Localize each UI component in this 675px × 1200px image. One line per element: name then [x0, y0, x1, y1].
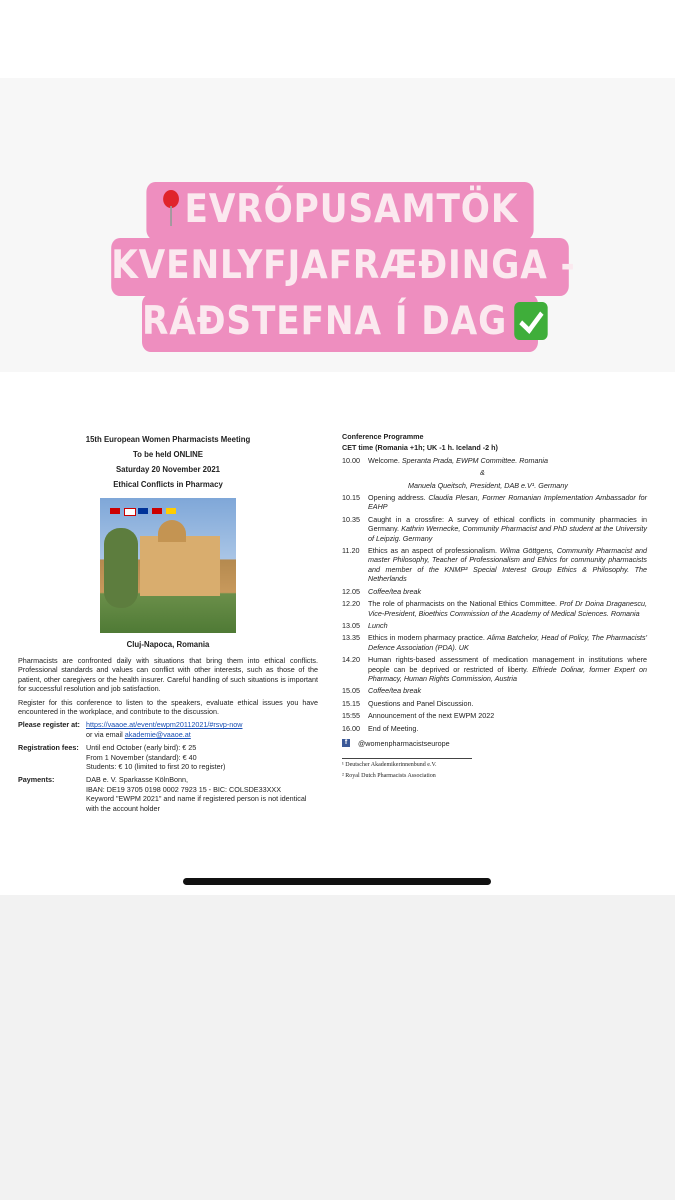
- programme-time: 11.20: [342, 546, 360, 556]
- check-mark-icon: [514, 302, 547, 340]
- programme-speaker: Prof Dr Doina Draganescu, Vice-President, Bioethics Commission of the Academy of Medical Sciences. Romania: [368, 599, 648, 618]
- scroll-indicator[interactable]: [183, 878, 491, 885]
- programme-title: Ethics in modern pharmacy practice.: [368, 633, 485, 643]
- programme-title: Welcome.: [368, 455, 400, 465]
- programme-body: [368, 515, 647, 543]
- programme-time: 12.05: [342, 586, 360, 596]
- payments-row: [18, 775, 318, 813]
- meeting-title: 15th European Women Pharmacists Meeting: [85, 435, 251, 444]
- programme-time: 15:55: [342, 711, 360, 721]
- programme-title: Human rights-based assessment of medication management in institutions where people can be deprived or restricted of liberty.: [368, 655, 647, 674]
- programme-time: 10.35: [342, 514, 360, 524]
- programme-body: [368, 546, 647, 584]
- top-background: [0, 0, 675, 78]
- programme-title: The role of pharmacists on the National Ethics Committee.: [368, 599, 558, 609]
- programme-body: [368, 587, 421, 596]
- register-row: Please register at: https://vaaoe.at/event/ewpm20112021/#rsvp-now or via email akademie@vaaoe.at: [18, 720, 243, 739]
- programme-speaker: Elfriede Dolinar, former Expert on Pharmacy, Human Rights Commission, Austria: [368, 664, 648, 683]
- facebook-icon: f: [342, 739, 350, 747]
- programme-item: [342, 633, 647, 652]
- meeting-date: Saturday 20 November 2021: [115, 465, 220, 474]
- programme-item: [342, 515, 647, 543]
- programme-title: Questions and Panel Discussion.: [368, 698, 474, 708]
- programme-item: [342, 699, 647, 708]
- footnote-2: ² Royal Dutch Pharmacists Association: [342, 773, 436, 780]
- programme-item: [342, 724, 647, 733]
- programme-body: [368, 468, 485, 477]
- programme-item: [342, 456, 647, 465]
- payment-keyword: Keyword "EWPM 2021" and name if registered person is not identical with the account holder: [86, 794, 307, 813]
- fee-early-bird: Until end October (early bird): € 25: [86, 743, 197, 753]
- payment-bank: DAB e. V. Sparkasse KölnBonn,: [86, 775, 189, 785]
- banner-line-3: RÁÐSTEFNA Í DAG: [142, 294, 538, 352]
- programme-item: [342, 686, 647, 695]
- online-notice: To be held ONLINE: [132, 450, 204, 459]
- programme-time: [342, 481, 368, 490]
- programme-time: 15.15: [342, 698, 360, 708]
- programme-body: [368, 655, 647, 683]
- intro-paragraph: Pharmacists are confronted daily with situations that bring them into ethical conflicts. Professional standards and values can conflict with other interests, such as those of the patient, other caregivers or the health insurer. Careful handling of such situations is important for successful resolution and job satisfaction.: [18, 656, 318, 694]
- banner-line-2: KVENLYFJAFRÆÐINGA -: [111, 238, 569, 296]
- footnote-1: ¹ Deutscher Akademikerinnenbund e.V.: [342, 762, 437, 769]
- programme-title: End of Meeting.: [368, 723, 419, 733]
- programme-speaker: Claudia Plesan, Former Romanian Implementation Ambassador for EAHP: [368, 493, 647, 512]
- round-pushpin-icon: [162, 188, 181, 228]
- programme-body: [368, 493, 647, 512]
- programme-heading: Conference Programme: [342, 432, 424, 441]
- meeting-topic: Ethical Conflicts in Pharmacy: [113, 480, 223, 489]
- register-label: Please register at:: [18, 720, 80, 730]
- programme-item: [342, 493, 647, 512]
- programme-item: [342, 468, 647, 477]
- programme-item: [342, 599, 647, 618]
- programme-speaker: Alima Batchelor, Head of Policy, The Pharmacists' Defence Association (PDA). UK: [368, 633, 647, 652]
- programme-title: Announcement of the next EWPM 2022: [368, 711, 495, 721]
- programme-time: 13.05: [342, 620, 360, 630]
- fees-label: Registration fees:: [18, 743, 79, 753]
- bottom-background: [0, 895, 675, 1200]
- programme-speaker: Coffee/tea break: [368, 686, 422, 696]
- programme-time: 13.35: [342, 633, 360, 643]
- programme-item: [342, 546, 647, 584]
- location: Cluj-Napoca, Romania: [126, 640, 210, 649]
- programme-body: [368, 481, 568, 490]
- programme-item: [342, 481, 647, 490]
- programme-body: [368, 621, 388, 630]
- programme-body: [368, 599, 647, 618]
- programme-body: [368, 711, 494, 720]
- payments-label: Payments:: [18, 775, 55, 785]
- document-image: [0, 372, 675, 895]
- programme-time: 15.05: [342, 686, 360, 696]
- programme-body: [368, 686, 421, 695]
- programme-subheading: CET time (Romania +1h; UK -1 h. Iceland -2 h): [342, 443, 498, 453]
- programme-item: [342, 655, 647, 683]
- register-email-link[interactable]: akademie@vaaoe.at: [124, 729, 191, 739]
- programme-speaker: Speranta Prada, EWPM Committee. Romania: [401, 455, 549, 465]
- programme-item: [342, 621, 647, 630]
- programme-body: [368, 456, 548, 465]
- register-link[interactable]: https://vaaoe.at/event/ewpm20112021/#rsvp-now: [86, 720, 243, 730]
- banner-line-1: EVRÓPUSAMTÖK: [146, 182, 533, 240]
- right-column: [342, 432, 647, 781]
- left-column: [18, 432, 318, 813]
- facebook-row: [342, 739, 647, 748]
- programme-speaker: Lunch: [368, 620, 388, 630]
- programme-item: [342, 587, 647, 596]
- programme-time: [342, 468, 368, 477]
- programme-list: [342, 456, 647, 733]
- programme-speaker: Coffee/tea break: [368, 586, 422, 596]
- programme-time: 14.20: [342, 655, 360, 665]
- programme-time: 10.15: [342, 493, 360, 503]
- programme-speaker: &: [480, 468, 485, 478]
- fees-row: [18, 743, 318, 771]
- programme-speaker: Wilma Göttgens, Community Pharmacist and master Philosophy, Teacher of Professionalism and Ethics for community pharmacists and member of the KNMP² Special Interest Group Ethics & Philosophy. The Netherlands: [368, 546, 648, 584]
- fee-students: Students: € 10 (limited to first 20 to register): [86, 762, 226, 772]
- cluj-napoca-photo: [100, 498, 236, 633]
- facebook-handle: @womenpharmacistseurope: [358, 738, 450, 748]
- footnote-divider: [342, 758, 472, 759]
- programme-item: [342, 711, 647, 720]
- programme-speaker: Kathrin Wernecke, Community Pharmacist and PhD student at the University of Leipzig. Germany: [368, 524, 647, 543]
- programme-title: Ethics as an aspect of professionalism.: [368, 546, 497, 556]
- programme-time: 10.00: [342, 455, 360, 465]
- payment-iban: IBAN: DE19 3705 0198 0002 7923 15 - BIC: COLSDE33XXX: [86, 784, 281, 794]
- programme-time: 16.00: [342, 723, 360, 733]
- fee-standard: From 1 November (standard): € 40: [86, 752, 197, 762]
- programme-body: [368, 633, 647, 652]
- programme-title: Caught in a crossfire: A survey of ethical conflicts in community pharmacies in Germany.: [368, 514, 647, 534]
- programme-title: Opening address.: [368, 493, 426, 503]
- programme-time: 12.20: [342, 599, 360, 609]
- programme-body: [368, 699, 473, 708]
- register-paragraph: Register for this conference to listen to the speakers, evaluate ethical issues you have encountered in the workplace, and contribute to the discussion.: [18, 697, 318, 717]
- programme-body: [368, 724, 418, 733]
- programme-speaker: Manuela Queitsch, President, DAB e.V¹. Germany: [408, 480, 568, 490]
